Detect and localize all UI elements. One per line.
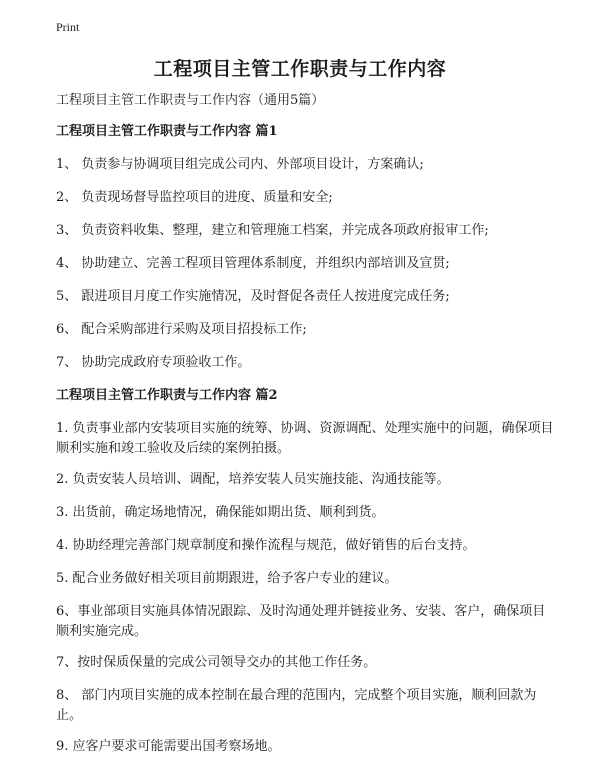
list-item: 7、 协助完成政府专项验收工作。: [56, 355, 251, 370]
list-item: 3、 负责资料收集、整理，建立和管理施工档案，并完成各项政府报审工作;: [56, 223, 489, 238]
list-item: 5、 跟进项目月度工作实施情况，及时督促各责任人按进度完成任务;: [56, 289, 450, 304]
list-item: 5. 配合业务做好相关项目前期跟进，给予客户专业的建议。: [56, 571, 398, 586]
document-subtitle: 工程项目主管工作职责与工作内容（通用5篇）: [56, 93, 325, 108]
list-item: 8、 部门内项目实施的成本控制在最合理的范围内，完成整个项目实施，顺利回款为止。: [56, 688, 537, 723]
list-item: 6、 配合采购部进行采购及项目招投标工作;: [56, 322, 307, 337]
section-heading: 工程项目主管工作职责与工作内容 篇2: [56, 388, 278, 403]
section-1: [56, 122, 556, 373]
list-item: 1、 负责参与协调项目组完成公司内、外部项目设计，方案确认;: [56, 157, 424, 172]
section-heading: 工程项目主管工作职责与工作内容 篇1: [56, 124, 278, 139]
list-item: 2. 负责安装人员培训、调配，培养安装人员实施技能、沟通技能等。: [56, 472, 450, 487]
list-item: 3. 出货前，确定场地情况，确保能如期出货、顺利到货。: [56, 505, 385, 520]
list-item: 1. 负责事业部内安装项目实施的统筹、协调、资源调配、处理实施中的问题，确保项目顺利实施和竣工验收及后续的案例拍摄。: [56, 421, 554, 456]
print-label: Print: [56, 20, 80, 34]
list-item: 2、 负责现场督导监控项目的进度、质量和安全;: [56, 190, 333, 205]
document-body: [56, 90, 556, 770]
list-item: 9. 应客户要求可能需要出国考察场地。: [56, 739, 281, 754]
list-item: 6、事业部项目实施具体情况跟踪、及时沟通处理并链接业务、安装、客户，确保项目顺利实施完成。: [56, 604, 546, 639]
list-item: 4、 协助建立、完善工程项目管理体系制度，并组织内部培训及宣贯;: [56, 256, 450, 271]
section-2: [56, 386, 556, 757]
document-title: 工程项目主管工作职责与工作内容: [153, 58, 447, 80]
list-item: 7、按时保质保量的完成公司领导交办的其他工作任务。: [56, 655, 377, 670]
list-item: 4. 协助经理完善部门规章制度和操作流程与规范，做好销售的后台支持。: [56, 538, 476, 553]
